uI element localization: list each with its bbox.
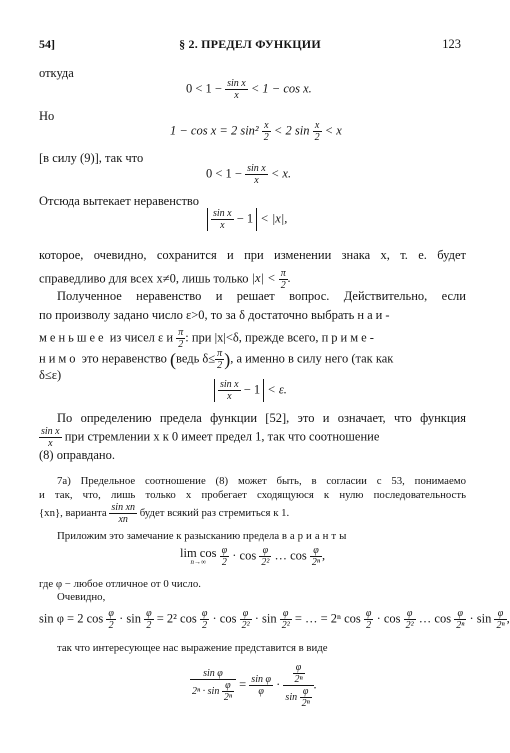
absolute-value — [207, 208, 257, 231]
fraction-denominator: 2 — [178, 339, 184, 350]
text-fragment: справедливо для всех x≠0, лишь только — [39, 271, 249, 286]
formula-part: · sin — [119, 611, 141, 626]
formula-part: < x. — [270, 166, 292, 181]
fraction-numerator: φ — [494, 608, 506, 620]
text-fragment-spaced: варианты — [281, 530, 350, 542]
formula-part: · cos — [376, 611, 401, 626]
text-line: (8) оправдано. — [39, 448, 116, 462]
formula-inline: |x| < $\frac{\pi}{2}$ . — [251, 268, 291, 291]
remark-line — [39, 502, 289, 525]
formula-part: … cos — [274, 548, 307, 563]
formula-part: · sin — [469, 611, 492, 626]
fraction-sinxn-over-xn — [109, 502, 137, 525]
text-line — [39, 309, 393, 322]
fraction-denominator — [283, 686, 313, 709]
fraction-numerator: φ — [221, 545, 228, 556]
formula-part: … cos — [418, 611, 452, 626]
fraction-numerator: φ — [293, 662, 305, 674]
formula-part: = … = 2ⁿ cos — [294, 611, 361, 626]
fraction-denominator: 2 — [263, 132, 269, 143]
text-fragment: , а именно в силу него (так как — [230, 351, 394, 366]
fraction-denominator: x — [227, 391, 232, 402]
remark-line: 7а) Предельное соотношение (8) может быть, в согласии с 53, понимаемо — [57, 475, 466, 487]
fraction-phi-over-2n — [310, 545, 322, 568]
fraction-pi-over-2 — [176, 327, 185, 350]
text-line: δ≤ε) — [39, 368, 62, 382]
fraction-denominator: x — [234, 90, 239, 101]
fraction-big-right — [283, 662, 313, 709]
remark-line — [57, 531, 349, 542]
fraction-denominator: 2ⁿ — [311, 557, 321, 568]
fraction-numerator — [283, 662, 313, 686]
formula-inequality-1 — [186, 78, 312, 101]
fraction-denominator: 2 — [202, 620, 208, 631]
fraction-denominator: 2ⁿ — [223, 692, 232, 703]
fraction-sinx-over-x — [211, 208, 234, 231]
fraction-sinx-over-x — [225, 78, 248, 101]
fraction-numerator: x — [313, 120, 322, 132]
fraction-phi-over-2n — [494, 608, 506, 631]
fraction-denominator: 2 — [146, 620, 152, 631]
fraction-phi-over-2 — [106, 608, 116, 631]
text-fragment: Приложим это замечание к разысканию предела — [57, 530, 280, 542]
fraction-x-over-2 — [313, 120, 322, 143]
fraction-denominator — [190, 680, 236, 703]
formula-part: < x — [324, 123, 342, 138]
fraction-numerator: sin φ — [251, 674, 271, 685]
section-number: 54] — [39, 37, 55, 51]
fraction-numerator: φ — [280, 608, 292, 620]
formula-part: · sin — [254, 611, 277, 626]
text-fragment: : при |x|<δ, прежде всего, — [185, 330, 319, 345]
text-fragment: при стремлении x к 0 имеет предел 1, так что соотношение — [64, 429, 380, 444]
text-fragment: из чисел ε и — [109, 330, 174, 345]
fraction-phi-over-2sq — [240, 608, 252, 631]
formula-part: · — [276, 677, 281, 692]
text-fragment: {xn}, варианта — [39, 506, 107, 519]
formula-part: < 2 sin — [273, 123, 310, 138]
fraction-phi-over-2 — [200, 608, 210, 631]
fraction-denominator: 2² — [261, 557, 270, 568]
limit-subscript: n→∞ — [190, 558, 206, 567]
fraction-numerator: π — [178, 327, 184, 338]
limit-operator — [180, 547, 216, 567]
formula-abs-inequality — [207, 208, 287, 231]
fraction-phi-over-2sq — [404, 608, 416, 631]
formula-part: = — [239, 677, 247, 692]
formula-part: < ε. — [267, 382, 287, 397]
formula-part: 1 − cos x = 2 sin² — [170, 123, 259, 138]
text-line — [39, 348, 393, 371]
fraction-phi-over-2n — [293, 662, 305, 685]
formula-sin-phi-expansion: sin φ = 2 cos $\frac{\varphi}{2}$ · sin $\frac{\varphi}{2}$ = 2² cos $\frac{\varphi}{2}$ · cos $\frac{\varphi}{\text{2²}}$ · sin $\frac{\varphi}{\text{2²}}$ = … = 2ⁿ cos $\frac{\varphi}{2}$ · cos $\frac{\varphi}{\text{2²}}$ … cos $\frac{\varphi}{\text{2ⁿ}}$ · sin $\frac{\varphi}{\text{2ⁿ}}$ , — [39, 608, 510, 631]
fraction-numerator: φ — [240, 608, 252, 620]
formula-part: lim cos — [180, 545, 217, 560]
fraction-phi-over-2 — [144, 608, 154, 631]
remark-line: где φ − любое отличное от 0 число. — [39, 578, 201, 590]
formula-part: < |x|, — [260, 211, 288, 226]
fraction-numerator: sin x — [227, 78, 246, 89]
fraction-phi-over-2 — [220, 545, 230, 568]
text-line: откуда — [39, 66, 74, 80]
text-line: По определению предела функции [52], это и означает, что функция — [57, 411, 466, 425]
text-line: Но — [39, 109, 55, 123]
text-fragment: это неравенство — [81, 351, 167, 366]
fraction-denominator: 2² — [241, 620, 250, 631]
text-fragment-spaced: нимо — [39, 351, 79, 366]
formula-part: sin — [285, 691, 298, 703]
formula-part: − 1 — [236, 211, 254, 226]
paren-open: ( — [170, 349, 177, 370]
fraction-numerator: π — [217, 348, 223, 359]
text-fragment-spaced: приме- — [321, 330, 377, 345]
fraction-numerator: φ — [146, 608, 152, 619]
remark-line: и так, что, лишь только x пробегает сходящуюся к нулю последовательность — [39, 489, 466, 501]
text-fragment-spaced: меньшее — [39, 330, 107, 345]
fraction-numerator: φ — [404, 608, 416, 620]
fraction-numerator: φ — [310, 545, 322, 557]
fraction-denominator: 2 — [108, 620, 114, 631]
text-line: [в силу (9)], так что — [39, 151, 144, 165]
fraction-denominator: 2 — [221, 557, 227, 568]
formula-part: 0 < 1 − — [206, 166, 242, 181]
fraction-phi-over-2sq — [280, 608, 292, 631]
fraction-phi-over-2n — [300, 686, 312, 709]
fraction-denominator: 2ⁿ — [456, 620, 465, 631]
paren-close: ) — [224, 349, 231, 370]
fraction-sinx-over-x — [245, 163, 268, 186]
formula-part: = 2² cos — [156, 611, 197, 626]
formula-final-expression: sin φ 2ⁿ · sin $\frac{\varphi}{\text{2ⁿ}}$ = $\frac{\text{sin φ}}{\varphi}$ · $\frac{\varphi}{\text{2ⁿ}}$ sin $\frac{\varphi}{\text{2ⁿ}}$ . — [192, 662, 317, 709]
fraction-denominator: 2² — [405, 620, 414, 631]
text-fragment: по произволу задано число ε>0, то за δ достаточно выбрать — [39, 308, 355, 322]
fraction-pi-over-2 — [279, 268, 288, 291]
text-line: которое, очевидно, сохранится и при изменении знака x, т. е. будет — [39, 248, 466, 262]
fraction-denominator: xn — [118, 514, 128, 525]
fraction-numerator: φ — [222, 680, 234, 692]
fraction-denominator: 2 — [217, 360, 223, 371]
formula-part: < 1 − cos x. — [250, 81, 312, 96]
fraction-numerator: sin xn — [111, 502, 136, 513]
text-fragment: ведь δ≤ — [176, 351, 216, 366]
text-fragment: будет всякий раз стремиться к 1. — [139, 506, 290, 519]
formula-part: · cos — [212, 611, 237, 626]
formula-part: |x| < — [251, 271, 276, 286]
fraction-sinx-over-x — [218, 379, 241, 402]
fraction-numerator: sin x — [247, 163, 266, 174]
text-line: Отсюда вытекает неравенство — [39, 194, 199, 208]
fraction-phi-over-2 — [364, 608, 374, 631]
fraction-numerator: x — [262, 120, 271, 132]
fraction-phi-over-2sq — [259, 545, 271, 568]
fraction-denominator: x — [48, 438, 53, 449]
fraction-denominator: 2ⁿ — [301, 698, 310, 709]
formula-abs-epsilon — [214, 379, 287, 402]
fraction-big-left — [190, 668, 236, 703]
formula-part: sin φ = 2 cos — [39, 611, 104, 626]
fraction-sinx-over-x — [39, 426, 62, 449]
formula-part: 0 < 1 − — [186, 81, 222, 96]
fraction-denominator: x — [254, 175, 259, 186]
fraction-denominator: 2² — [281, 620, 290, 631]
text-line: Полученное неравенство и решает вопрос. Действительно, если — [57, 289, 466, 303]
text-fragment-spaced: наи- — [357, 308, 393, 322]
fraction-phi-over-2n — [222, 680, 234, 703]
formula-part: − 1 — [243, 382, 261, 397]
fraction-numerator: φ — [454, 608, 466, 620]
remark-line: Очевидно, — [57, 591, 106, 603]
formula-inequality-2 — [170, 120, 342, 143]
fraction-numerator: φ — [108, 608, 114, 619]
fraction-pi-over-2 — [215, 348, 224, 371]
fraction-numerator: sin x — [213, 208, 232, 219]
fraction-numerator: φ — [365, 608, 372, 619]
fraction-denominator: 2 — [366, 620, 372, 631]
fraction-denominator: 2 — [314, 132, 320, 143]
fraction-sinphi-over-phi — [249, 674, 273, 697]
fraction-numerator: sin φ — [190, 668, 236, 680]
formula-inequality-3 — [206, 163, 291, 186]
fraction-numerator: φ — [259, 545, 271, 557]
text-line — [39, 426, 379, 449]
text-line-with-formula — [39, 268, 291, 291]
text-line — [39, 327, 377, 350]
fraction-numerator: sin x — [41, 426, 60, 437]
fraction-x-over-2 — [262, 120, 271, 143]
formula-part: · cos — [232, 548, 257, 563]
fraction-phi-over-2n — [454, 608, 466, 631]
fraction-denominator: 2 — [280, 280, 286, 291]
fraction-denominator: 2ⁿ — [496, 620, 505, 631]
page-number: 123 — [442, 37, 461, 51]
formula-limit: lim cos n→∞ $\frac{\varphi}{2}$ · cos $\frac{\varphi}{\text{2²}}$ … cos $\frac{\varphi}{\text{2ⁿ}}$ , — [180, 545, 326, 568]
fraction-numerator: φ — [201, 608, 208, 619]
fraction-denominator: φ — [258, 686, 264, 697]
fraction-numerator: sin x — [220, 379, 239, 390]
fraction-denominator: x — [220, 220, 225, 231]
formula-part: 2ⁿ · sin — [192, 685, 220, 697]
fraction-numerator: φ — [300, 686, 312, 698]
absolute-value — [214, 379, 264, 402]
running-title: § 2. ПРЕДЕЛ ФУНКЦИИ — [179, 37, 321, 51]
remark-line: так что интересующее нас выражение представится в виде — [57, 642, 328, 654]
fraction-numerator: π — [280, 268, 286, 279]
fraction-denominator: 2ⁿ — [294, 674, 303, 685]
